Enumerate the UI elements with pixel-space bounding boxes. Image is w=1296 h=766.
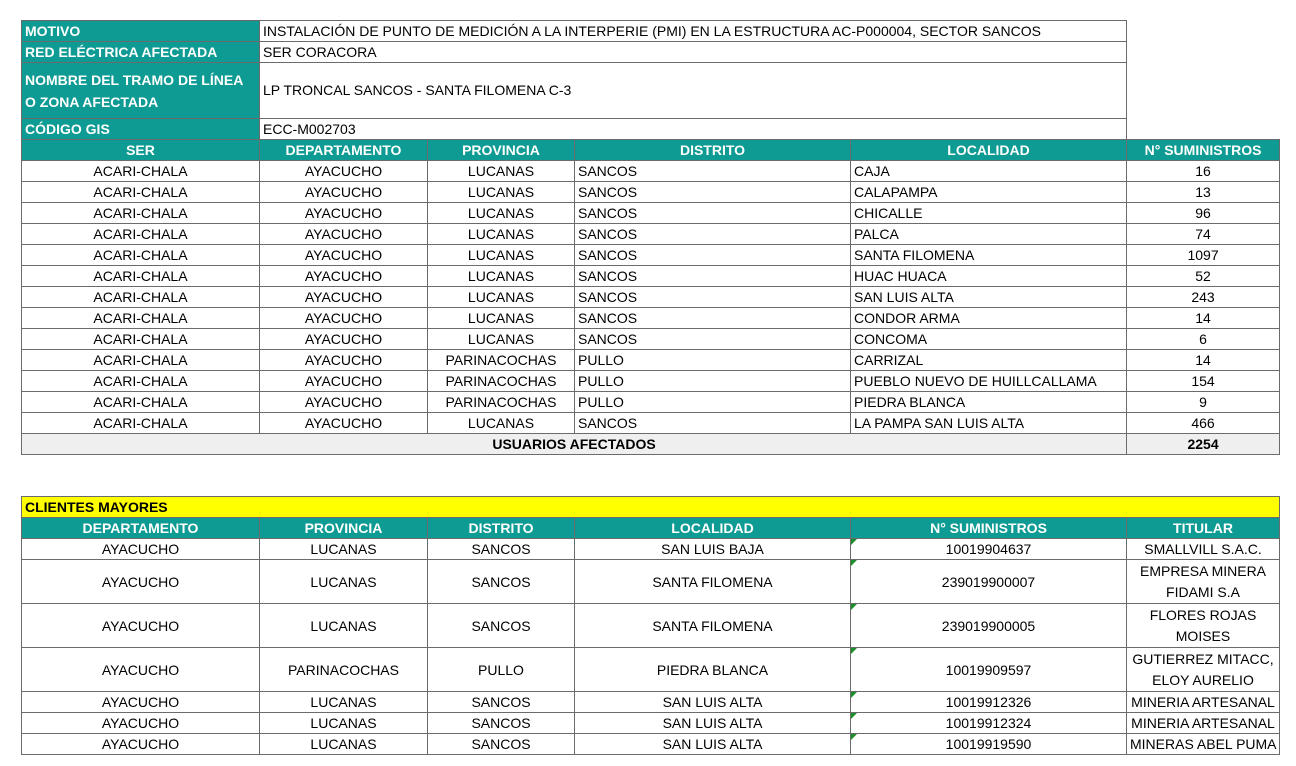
client-row [22,539,1280,560]
clients-column-header: N° SUMINISTROS [851,518,1127,539]
table-cell: LUCANAS [428,329,575,350]
table-cell: AYACUCHO [260,203,428,224]
table-cell: LUCANAS [428,161,575,182]
table-cell: ACARI-CHALA [22,371,260,392]
table-row [22,161,1280,182]
table-cell: 1097 [1127,245,1280,266]
client-cell: AYACUCHO [22,648,260,692]
table-cell: ACARI-CHALA [22,308,260,329]
blank-cell [1127,119,1280,140]
client-cell: AYACUCHO [22,560,260,604]
table-cell: CAJA [851,161,1127,182]
client-cell: SAN LUIS ALTA [575,734,851,755]
table-cell: 96 [1127,203,1280,224]
table-cell: ACARI-CHALA [22,287,260,308]
table-cell: AYACUCHO [260,245,428,266]
table-cell: ACARI-CHALA [22,329,260,350]
client-cell: GUTIERREZ MITACC, ELOY AURELIO [1127,648,1280,692]
info-row-red [22,42,1280,63]
table-cell: 74 [1127,224,1280,245]
blank-cell [1127,42,1280,63]
table-cell: SANCOS [575,245,851,266]
client-cell: FLORES ROJAS MOISES [1127,604,1280,648]
table-cell: LUCANAS [428,287,575,308]
table-cell: 14 [1127,308,1280,329]
table-cell: SANCOS [575,203,851,224]
table-cell: LUCANAS [428,266,575,287]
supplies-header-row [22,140,1280,161]
supplies-column-header: N° SUMINISTROS [1127,140,1280,161]
clients-column-header: TITULAR [1127,518,1280,539]
table-cell: 154 [1127,371,1280,392]
table-cell: ACARI-CHALA [22,224,260,245]
table-cell: SANTA FILOMENA [851,245,1127,266]
client-cell: EMPRESA MINERA FIDAMI S.A [1127,560,1280,604]
table-row [22,329,1280,350]
table-cell: PUEBLO NUEVO DE HUILLCALLAMA [851,371,1127,392]
client-cell: PIEDRA BLANCA [575,648,851,692]
clients-title: CLIENTES MAYORES [22,497,1280,518]
table-cell: PULLO [575,350,851,371]
clients-title-row [22,497,1280,518]
table-cell: 243 [1127,287,1280,308]
table-row [22,287,1280,308]
client-cell: LUCANAS [260,560,428,604]
table-cell: 14 [1127,350,1280,371]
table-cell: PULLO [575,371,851,392]
info-row-motivo [22,21,1280,42]
table-cell: ACARI-CHALA [22,413,260,434]
table-cell: PARINACOCHAS [428,392,575,413]
table-row [22,371,1280,392]
client-cell: MINERIA ARTESANAL [1127,713,1280,734]
table-cell: CONCOMA [851,329,1127,350]
table-cell: 16 [1127,161,1280,182]
clients-column-header: PROVINCIA [260,518,428,539]
table-cell: SANCOS [575,287,851,308]
client-row [22,560,1280,604]
table-cell: ACARI-CHALA [22,350,260,371]
client-cell: 10019912326 [851,692,1127,713]
table-cell: PALCA [851,224,1127,245]
table-cell: 466 [1127,413,1280,434]
table-row [22,203,1280,224]
table-cell: 13 [1127,182,1280,203]
client-cell: SAN LUIS ALTA [575,713,851,734]
table-row [22,413,1280,434]
table-cell: ACARI-CHALA [22,392,260,413]
client-cell: 10019912324 [851,713,1127,734]
table-cell: ACARI-CHALA [22,161,260,182]
table-cell: LUCANAS [428,413,575,434]
table-cell: AYACUCHO [260,161,428,182]
table-row [22,392,1280,413]
red-label: RED ELÉCTRICA AFECTADA [22,42,260,63]
client-row [22,648,1280,692]
client-cell: AYACUCHO [22,713,260,734]
client-cell: PULLO [428,648,575,692]
table-cell: LUCANAS [428,203,575,224]
red-value: SER CORACORA [260,42,1127,63]
table-cell: CALAPAMPA [851,182,1127,203]
client-cell: SAN LUIS BAJA [575,539,851,560]
motivo-label: MOTIVO [22,21,260,42]
client-cell: LUCANAS [260,713,428,734]
client-row [22,734,1280,755]
client-cell: SANCOS [428,604,575,648]
table-cell: LUCANAS [428,224,575,245]
table-cell: AYACUCHO [260,350,428,371]
client-row [22,692,1280,713]
client-row [22,713,1280,734]
client-cell: LUCANAS [260,604,428,648]
client-cell: MINERAS ABEL PUMA [1127,734,1280,755]
gis-value: ECC-M002703 [260,119,1127,140]
table-cell: ACARI-CHALA [22,203,260,224]
clients-column-header: DEPARTAMENTO [22,518,260,539]
major-clients-table [21,496,1280,755]
client-cell: SMALLVILL S.A.C. [1127,539,1280,560]
client-cell: LUCANAS [260,539,428,560]
clients-header-row [22,518,1280,539]
table-cell: AYACUCHO [260,308,428,329]
client-cell: 239019900007 [851,560,1127,604]
table-row [22,308,1280,329]
client-cell: LUCANAS [260,692,428,713]
supplies-column-header: SER [22,140,260,161]
table-row [22,224,1280,245]
table-cell: SAN LUIS ALTA [851,287,1127,308]
gis-label: CÓDIGO GIS [22,119,260,140]
client-cell: AYACUCHO [22,539,260,560]
client-cell: SAN LUIS ALTA [575,692,851,713]
tramo-label: NOMBRE DEL TRAMO DE LÍNEA O ZONA AFECTADA [22,63,260,119]
table-cell: 9 [1127,392,1280,413]
client-cell: SANCOS [428,692,575,713]
table-cell: PARINACOCHAS [428,350,575,371]
client-cell: SANTA FILOMENA [575,604,851,648]
table-row [22,245,1280,266]
table-cell: LUCANAS [428,308,575,329]
tramo-value: LP TRONCAL SANCOS - SANTA FILOMENA C-3 [260,63,1127,119]
client-cell: 10019904637 [851,539,1127,560]
table-cell: SANCOS [575,161,851,182]
table-cell: AYACUCHO [260,371,428,392]
table-row [22,266,1280,287]
table-cell: AYACUCHO [260,413,428,434]
supplies-column-header: DEPARTAMENTO [260,140,428,161]
table-cell: AYACUCHO [260,224,428,245]
total-value: 2254 [1127,434,1280,455]
table-cell: LUCANAS [428,182,575,203]
supplies-column-header: DISTRITO [575,140,851,161]
table-cell: ACARI-CHALA [22,266,260,287]
total-row [22,434,1280,455]
client-cell: 239019900005 [851,604,1127,648]
table-cell: SANCOS [575,329,851,350]
table-cell: SANCOS [575,182,851,203]
table-cell: HUAC HUACA [851,266,1127,287]
table-row [22,182,1280,203]
table-cell: CHICALLE [851,203,1127,224]
table-cell: SANCOS [575,266,851,287]
client-cell: SANCOS [428,560,575,604]
table-cell: AYACUCHO [260,182,428,203]
table-cell: AYACUCHO [260,287,428,308]
table-cell: 6 [1127,329,1280,350]
info-row-tramo [22,63,1280,119]
table-cell: ACARI-CHALA [22,182,260,203]
client-cell: 10019919590 [851,734,1127,755]
client-cell: SANCOS [428,734,575,755]
table-cell: PULLO [575,392,851,413]
client-cell: LUCANAS [260,734,428,755]
table-cell: AYACUCHO [260,266,428,287]
motivo-value: INSTALACIÓN DE PUNTO DE MEDICIÓN A LA INTERPERIE (PMI) EN LA ESTRUCTURA AC-P000004, SECTOR SANCOS [260,21,1127,42]
info-row-gis [22,119,1280,140]
clients-column-header: LOCALIDAD [575,518,851,539]
client-row [22,604,1280,648]
total-label: USUARIOS AFECTADOS [22,434,1127,455]
client-cell: SANCOS [428,713,575,734]
blank-cell [1127,63,1280,119]
table-cell: PARINACOCHAS [428,371,575,392]
table-cell: AYACUCHO [260,329,428,350]
table-cell: SANCOS [575,308,851,329]
table-cell: 52 [1127,266,1280,287]
table-cell: LA PAMPA SAN LUIS ALTA [851,413,1127,434]
table-cell: CONDOR ARMA [851,308,1127,329]
clients-column-header: DISTRITO [428,518,575,539]
client-cell: SANCOS [428,539,575,560]
supplies-column-header: LOCALIDAD [851,140,1127,161]
client-cell: AYACUCHO [22,604,260,648]
client-cell: 10019909597 [851,648,1127,692]
table-cell: AYACUCHO [260,392,428,413]
table-cell: PIEDRA BLANCA [851,392,1127,413]
affected-supplies-table [21,20,1280,455]
client-cell: PARINACOCHAS [260,648,428,692]
client-cell: AYACUCHO [22,734,260,755]
table-cell: SANCOS [575,413,851,434]
client-cell: SANTA FILOMENA [575,560,851,604]
table-cell: LUCANAS [428,245,575,266]
table-cell: CARRIZAL [851,350,1127,371]
client-cell: MINERIA ARTESANAL [1127,692,1280,713]
table-cell: SANCOS [575,224,851,245]
supplies-column-header: PROVINCIA [428,140,575,161]
blank-cell [1127,21,1280,42]
client-cell: AYACUCHO [22,692,260,713]
table-cell: ACARI-CHALA [22,245,260,266]
table-row [22,350,1280,371]
